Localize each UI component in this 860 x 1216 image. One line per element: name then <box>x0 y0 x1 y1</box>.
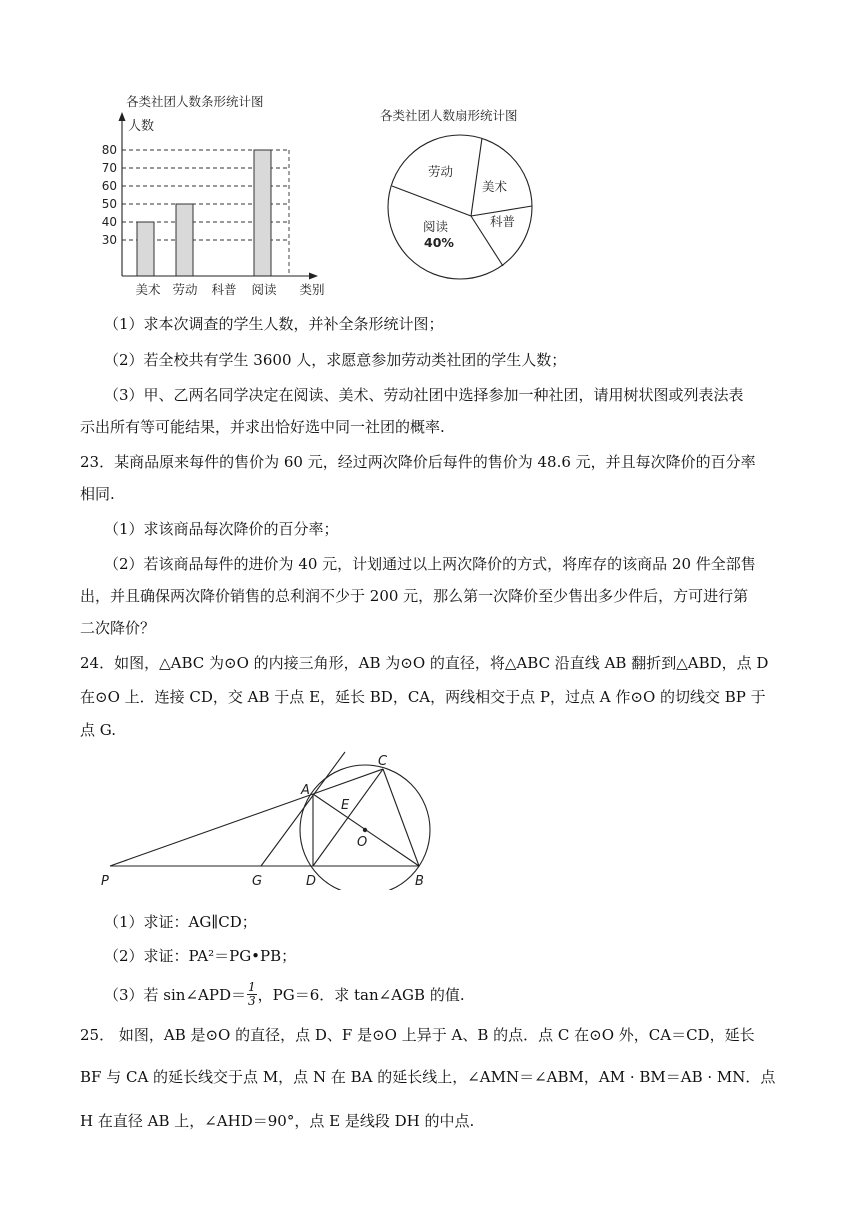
pie-circle <box>388 135 532 279</box>
q24-sub1: （1）求证：AG∥CD； <box>104 913 257 931</box>
x-axis-arrow <box>309 273 318 280</box>
label-d: D <box>306 874 317 889</box>
ytick-50: 50 <box>101 197 117 211</box>
q25-stem-line3: H 在直径 AB 上，∠AHD＝90°，点 E 是线段 DH 的中点. <box>80 1112 475 1130</box>
q23-sub2-line2: 出，并且确保两次降价销售的总利润不少于 200 元，那么第一次降价至少售出多少件后，方可进行第 <box>80 587 749 605</box>
bar-chart-bars <box>137 150 271 276</box>
pie-chart-title: 各类社团人数扇形统计图 <box>380 108 518 123</box>
segment-c-b <box>383 769 419 866</box>
xtick-kepu: 科普 <box>211 282 237 297</box>
pie-label-yuedu-percent: 40% <box>424 235 454 250</box>
pie-label-yuedu: 阅读 <box>423 219 449 234</box>
segment-c-d <box>313 769 383 866</box>
fraction-denominator: 3 <box>248 993 256 1008</box>
bar-yuedu <box>254 150 271 276</box>
bar-chart-yticks <box>102 143 117 247</box>
q22-sub3-line2: 示出所有等可能结果，并求出恰好选中同一社团的概率. <box>80 418 445 436</box>
y-axis-arrow <box>119 112 126 121</box>
ytick-40: 40 <box>101 215 117 229</box>
label-c: C <box>378 754 388 769</box>
q24-sub3-suffix: ，PG＝6．求 tan∠AGB 的值. <box>257 985 465 1004</box>
segment-p-a <box>110 794 313 866</box>
q25-stem-line1: 25． 如图，AB 是⊙O 的直径，点 D、F 是⊙O 上异于 A、B 的点．点 C 在⊙O 外，CA＝CD，延长 <box>80 1026 755 1044</box>
ytick-60: 60 <box>101 179 117 193</box>
bar-chart <box>96 88 336 303</box>
pie-dividers <box>392 138 532 266</box>
label-p: P <box>101 874 109 889</box>
xtick-laodong: 劳动 <box>172 282 198 297</box>
q22-sub1: （1）求本次调查的学生人数，并补全条形统计图； <box>104 315 444 333</box>
q24-sub2: （2）求证：PA²＝PG•PB； <box>104 947 297 965</box>
pie-divider-yuedu-laodong <box>392 186 471 216</box>
fraction-numerator: 1 <box>248 979 256 994</box>
ytick-80: 80 <box>101 143 117 157</box>
ytick-70: 70 <box>101 161 117 175</box>
q24-sub3 <box>104 978 465 1010</box>
q23-sub2-line1: （2）若该商品每件的进价为 40 元，计划通过以上两次降价的方式，将库存的该商品 20 件全部售 <box>104 555 756 573</box>
label-b: B <box>415 874 424 889</box>
pie-label-laodong: 劳动 <box>428 164 454 179</box>
pie-labels <box>423 164 515 250</box>
pie-divider-laodong-meishu <box>471 138 482 216</box>
q23-stem-line1: 23．某商品原来每件的售价为 60 元，经过两次降价后每件的售价为 48.6 元，并且每次降价的百分率 <box>80 453 756 471</box>
bar-meishu <box>137 222 154 276</box>
bar-chart-xlabel: 类别 <box>299 282 325 297</box>
q23-sub1: （1）求该商品每次降价的百分率； <box>104 520 339 538</box>
q24-sub3-prefix: （3）若 sin∠APD＝ <box>104 985 246 1004</box>
xtick-yuedu: 阅读 <box>251 282 277 297</box>
center-o-dot <box>363 828 367 832</box>
label-e: E <box>341 798 350 813</box>
bar-chart-title: 各类社团人数条形统计图 <box>126 94 264 109</box>
pie-chart <box>370 100 550 285</box>
bar-chart-ylabel: 人数 <box>128 119 155 134</box>
q24-stem-line2: 在⊙O 上．连接 CD，交 AB 于点 E，延长 BD，CA，两线相交于点 P，过点 A 作⊙O 的切线交 BP 于 <box>80 688 766 706</box>
xtick-meishu: 美术 <box>135 282 161 297</box>
q23-stem-line2: 相同. <box>80 485 115 503</box>
q24-stem-line3: 点 G. <box>80 721 116 739</box>
q24-sub3-fraction <box>247 981 257 1008</box>
pie-label-kepu: 科普 <box>490 214 516 229</box>
bar-chart-xticks <box>135 282 324 297</box>
ytick-30: 30 <box>101 233 117 247</box>
q24-stem-line1: 24．如图，△ABC 为⊙O 的内接三角形，AB 为⊙O 的直径，将△ABC 沿直线 AB 翻折到△ABD，点 D <box>80 654 769 672</box>
q24-geometry-figure <box>95 748 440 890</box>
circle-o <box>300 765 430 890</box>
q22-sub2: （2）若全校共有学生 3600 人，求愿意参加劳动类社团的学生人数； <box>104 351 567 369</box>
bar-laodong <box>176 204 193 276</box>
q25-stem-line2: BF 与 CA 的延长线交于点 M，点 N 在 BA 的延长线上，∠AMN＝∠ABM，AM · BM＝AB · MN．点 <box>80 1068 776 1086</box>
pie-label-meishu: 美术 <box>482 179 508 194</box>
label-o: O <box>357 835 368 850</box>
q22-sub3-line1: （3）甲、乙两名同学决定在阅读、美术、劳动社团中选择参加一种社团，请用树状图或列表法表 <box>104 386 744 404</box>
label-g: G <box>252 874 263 889</box>
q23-sub2-line3: 二次降价？ <box>80 619 156 637</box>
label-a: A <box>301 783 310 798</box>
